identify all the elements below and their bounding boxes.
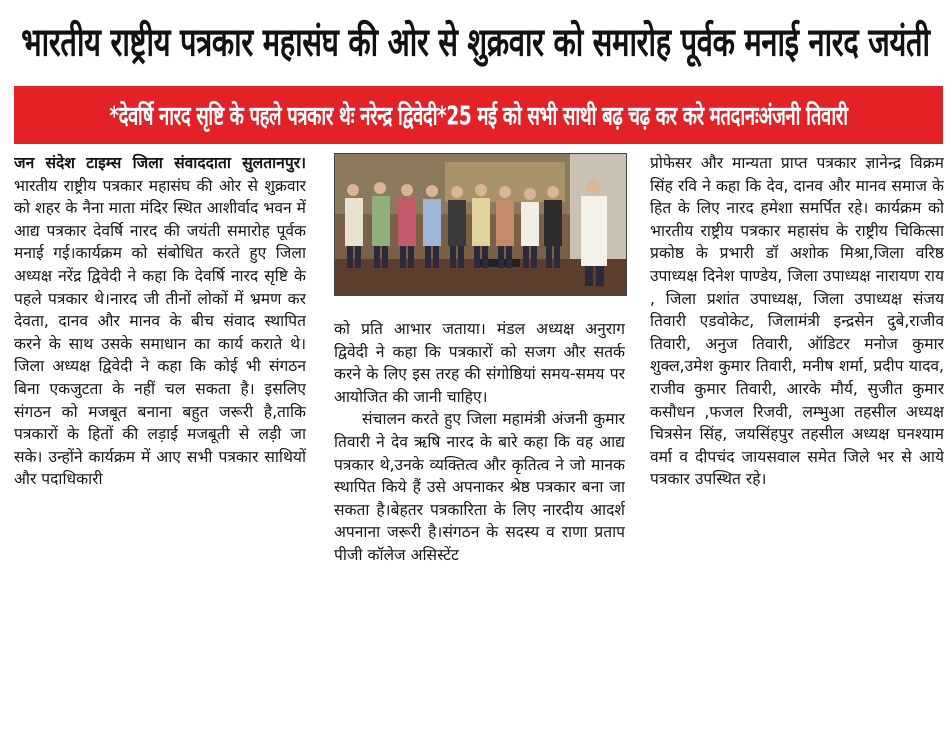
subheadline-banner	[14, 86, 943, 144]
column-2-paragraph-1: को प्रति आभार जताया। मंडल अध्यक्ष अनुराग द्विवेदी ने कहा कि पत्रकारों को सजग और सतर्क करने के लिए इस तरह की संगोष्ठियां समय-समय पर आयोजित की जानी चाहिए।	[334, 320, 625, 406]
article-paragraph	[14, 152, 306, 491]
event-photo	[334, 153, 627, 296]
article-column-2	[334, 318, 625, 739]
headline	[0, 0, 951, 82]
column-1-text: भारतीय राष्ट्रीय पत्रकार महासंघ की ओर से शुक्रवार को शहर के नैना माता मंदिर स्थित आशीर्वाद भवन में आद्य पत्रकार देवर्षि नारद की जयंती समारोह पूर्वक मनाई गई।कार्यक्रम को संबोधित करते हुए जिला अध्यक्ष नरेंद्र द्विवेदी ने कहा कि देवर्षि नारद सृष्टि के पहले पत्रकार थे।नारद जी तीनों लोकों में भ्रमण कर देवता, दानव और मानव के बीच संवाद स्थापित करने के साथ उसके समाधान का कार्य कराते थे। जिला अध्यक्ष द्विवेदी ने कहा कि कोई भी संगठन बिना एकजुटता के नहीं चल सकता है। इसलिए संगठन को मजबूत बनाना बहुत जरूरी है,ताकि पत्रकारों के हितों की लड़ाई मजबूती से लड़ी जा सके। उन्होंने कार्यक्रम में आए सभी पत्रकार साथियों और पदाधिकारी	[14, 176, 306, 489]
banner-text: *देवर्षि नारद सृष्टि के पहले पत्रकार थेः नरेन्द्र द्विवेदी*25 मई को सभी साथी बढ़ चढ़ कर करे मतदानःअंजनी तिवारी	[109, 101, 848, 132]
headline-text: भारतीय राष्ट्रीय पत्रकार महासंघ की ओर से शुक्रवार को समारोह पूर्वक मनाई नारद जयंती	[21, 18, 930, 65]
column-3-text: प्रोफेसर और मान्यता प्राप्त पत्रकार ज्ञानेन्द्र विक्रम सिंह रवि ने कहा कि देव, दानव और मानव समाज के हित के लिए नारद हमेशा समर्पित रहे। कार्यक्रम को भारतीय राष्ट्रीय पत्रकार महासंघ के राष्ट्रीय चिकित्सा प्रकोष्ठ के प्रभारी डॉ अशोक मिश्रा,जिला वरिष्ठ उपाध्यक्ष दिनेश पाण्डेय, जिला उपाध्यक्ष नारायण राय , जिला प्रशांत उपाध्यक्ष, जिला उपाध्यक्ष संजय तिवारी एडवोकेट, जिलामंत्री इन्द्रसेन दुबे,राजीव तिवारी, अनुज तिवारी, ऑडिटर मनोज कुमार शुक्ल,उमेश कुमार तिवारी, मनीष शर्मा, प्रदीप यादव, राजीव कुमार तिवारी, आरके मौर्य, सुजीत कुमार कसौधन ,फजल रिजवी, लम्भुआ तहसील अध्यक्ष चित्रसेन सिंह, जयसिंहपुर तहसील अध्यक्ष घनश्याम वर्मा व दीपचंद जायसवाल समेत जिले भर से आये पत्रकार उपस्थित रहे।	[650, 154, 944, 489]
column-2-paragraph-2: संचालन करते हुए जिला महामंत्री अंजनी कुमार तिवारी ने देव ऋषि नारद के बारे कहा कि वह आद्य पत्रकार थे,उनके व्यक्तित्व और कृतित्व ने जो मानक स्थापित किये हैं उसे अपनाकर श्रेष्ठ पत्रकार बना जा सकता है।बेहतर पत्रकारिता के लिए नारदीय आदर्श अपनाना जरूरी है।संगठन के सदस्य व राणा प्रताप पीजी कॉलेज असिस्टेंट	[334, 410, 625, 564]
article-column-1	[14, 152, 306, 739]
dateline: जन संदेश टाइम्स जिला संवाददाता सुलतानपुर।	[14, 154, 306, 172]
article-column-3	[650, 152, 944, 739]
